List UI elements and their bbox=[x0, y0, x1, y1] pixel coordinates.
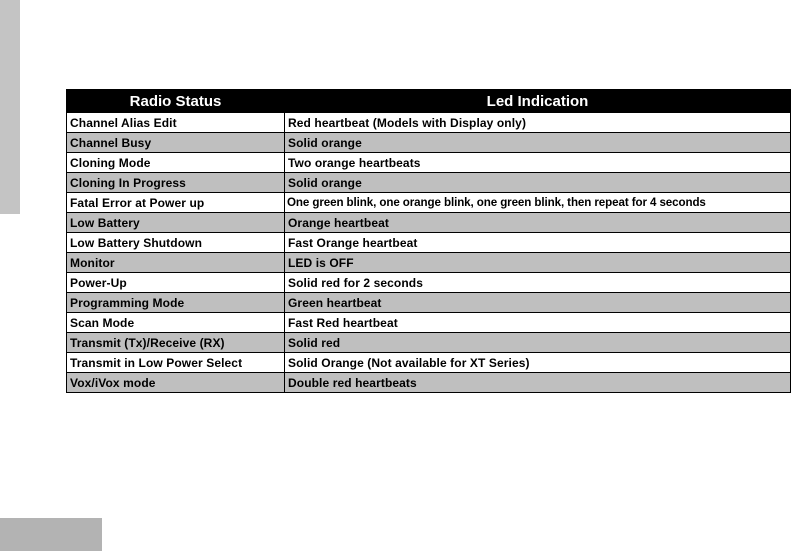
radio-status-cell: Scan Mode bbox=[67, 313, 285, 333]
table-row bbox=[67, 253, 791, 273]
led-indication-cell: Orange heartbeat bbox=[285, 213, 791, 233]
table-row bbox=[67, 153, 791, 173]
led-indication-cell: Double red heartbeats bbox=[285, 373, 791, 393]
radio-status-cell: Transmit (Tx)/Receive (RX) bbox=[67, 333, 285, 353]
led-indication-cell: Fast Orange heartbeat bbox=[285, 233, 791, 253]
led-indication-table bbox=[66, 89, 791, 393]
radio-status-cell: Low Battery Shutdown bbox=[67, 233, 285, 253]
radio-status-cell: Programming Mode bbox=[67, 293, 285, 313]
table-row bbox=[67, 353, 791, 373]
led-indication-cell: Solid red bbox=[285, 333, 791, 353]
table-row bbox=[67, 233, 791, 253]
led-indication-cell: Solid red for 2 seconds bbox=[285, 273, 791, 293]
table-row bbox=[67, 293, 791, 313]
radio-status-cell: Vox/iVox mode bbox=[67, 373, 285, 393]
table-row bbox=[67, 273, 791, 293]
radio-status-cell: Power-Up bbox=[67, 273, 285, 293]
led-indication-cell: Two orange heartbeats bbox=[285, 153, 791, 173]
radio-status-cell: Channel Busy bbox=[67, 133, 285, 153]
table-row bbox=[67, 213, 791, 233]
radio-status-cell: Fatal Error at Power up bbox=[67, 193, 285, 213]
page-number-marker bbox=[0, 518, 102, 551]
led-indication-cell: LED is OFF bbox=[285, 253, 791, 273]
table-row bbox=[67, 333, 791, 353]
led-indication-cell: Solid Orange (Not available for XT Series) bbox=[285, 353, 791, 373]
radio-status-cell: Low Battery bbox=[67, 213, 285, 233]
table-row bbox=[67, 313, 791, 333]
table-row bbox=[67, 373, 791, 393]
radio-status-cell: Transmit in Low Power Select bbox=[67, 353, 285, 373]
table-row bbox=[67, 193, 791, 213]
radio-status-cell: Channel Alias Edit bbox=[67, 113, 285, 133]
table-row bbox=[67, 173, 791, 193]
led-indication-cell: Solid orange bbox=[285, 133, 791, 153]
led-indication-cell: Fast Red heartbeat bbox=[285, 313, 791, 333]
radio-status-cell: Cloning Mode bbox=[67, 153, 285, 173]
led-indication-cell: Green heartbeat bbox=[285, 293, 791, 313]
chapter-side-tab bbox=[0, 0, 20, 214]
table-header-row bbox=[67, 90, 791, 113]
table-row bbox=[67, 133, 791, 153]
table-row bbox=[67, 113, 791, 133]
header-led-indication: Led Indication bbox=[285, 90, 791, 113]
radio-status-cell: Monitor bbox=[67, 253, 285, 273]
led-indication-cell: One green blink, one orange blink, one green blink, then repeat for 4 seconds bbox=[285, 193, 791, 213]
radio-status-cell: Cloning In Progress bbox=[67, 173, 285, 193]
header-radio-status: Radio Status bbox=[67, 90, 285, 113]
led-indication-cell: Solid orange bbox=[285, 173, 791, 193]
led-indication-cell: Red heartbeat (Models with Display only) bbox=[285, 113, 791, 133]
